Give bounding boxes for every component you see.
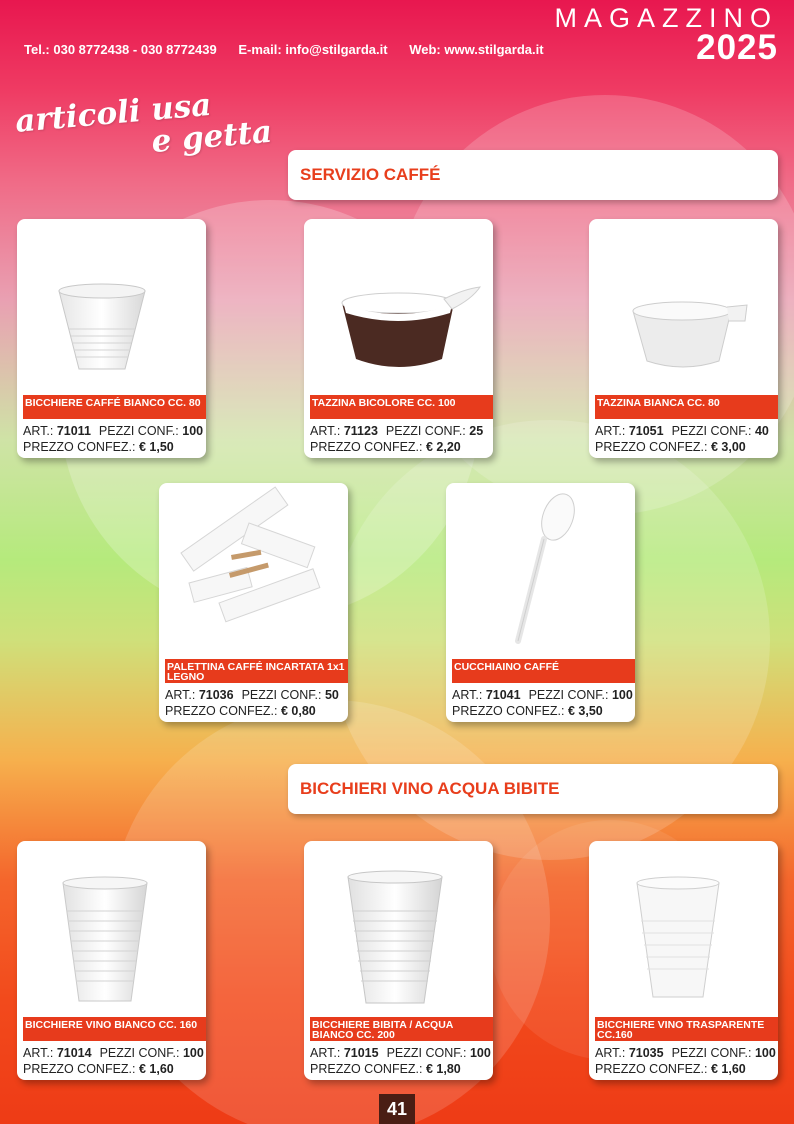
section-header-bicchieri: BICCHIERI VINO ACQUA BIBITE: [288, 764, 778, 814]
product-card[interactable]: [159, 483, 348, 722]
product-image-white-cup: [589, 219, 778, 395]
product-image-wooden-stirrer: [159, 483, 348, 659]
pack-price: € 3,50: [567, 704, 603, 718]
pack-quantity: 40: [754, 424, 769, 438]
product-card[interactable]: [589, 219, 778, 458]
pack-quantity: 100: [754, 1046, 776, 1060]
pack-quantity: 100: [182, 424, 204, 438]
page-number: 41: [379, 1094, 415, 1124]
product-card[interactable]: [446, 483, 635, 722]
product-image-drink-glass: [304, 841, 493, 1017]
tagline-line-1: articoli usa: [13, 86, 213, 140]
article-code: 71036: [198, 688, 234, 702]
product-info: ART.: 71051 PEZZI CONF.: 40 PREZZO CONFEZ.: € 3,00: [595, 424, 769, 454]
pack-price: € 1,80: [425, 1062, 461, 1076]
pack-price: € 0,80: [280, 704, 316, 718]
product-name: TAZZINA BIANCA CC. 80: [595, 395, 778, 419]
product-info: ART.: 71014 PEZZI CONF.: 100 PREZZO CONFEZ.: € 1,60: [23, 1046, 204, 1076]
article-code: 71011: [56, 424, 91, 438]
product-image-coffee-cup: [17, 219, 206, 395]
email-link[interactable]: E-mail: info@stilgarda.it: [238, 42, 388, 57]
article-code: 71051: [628, 424, 664, 438]
brand-title: MAGAZZINO: [554, 3, 778, 33]
pack-price: € 2,20: [425, 440, 461, 454]
product-name: BICCHIERE VINO BIANCO CC. 160: [23, 1017, 206, 1041]
product-image-clear-glass: [589, 841, 778, 1017]
product-card[interactable]: [304, 219, 493, 458]
website-link[interactable]: Web: www.stilgarda.it: [409, 42, 544, 57]
product-name: BICCHIERE CAFFÉ BIANCO CC. 80: [23, 395, 206, 419]
contact-line: [24, 42, 562, 57]
catalog-brand: [554, 3, 779, 67]
tagline-line-2: e getta: [150, 113, 274, 161]
product-info: ART.: 71041 PEZZI CONF.: 100 PREZZO CONFEZ.: € 3,50: [452, 688, 633, 718]
brand-year: 2025: [696, 28, 778, 67]
product-name: PALETTINA CAFFÉ INCARTATA 1x1 LEGNO: [165, 659, 348, 683]
section-header-servizio-caffe: SERVIZIO CAFFÉ: [288, 150, 778, 200]
product-info: ART.: 71015 PEZZI CONF.: 100 PREZZO CONFEZ.: € 1,80: [310, 1046, 491, 1076]
category-tagline: [14, 82, 289, 169]
product-info: ART.: 71035 PEZZI CONF.: 100 PREZZO CONFEZ.: € 1,60: [595, 1046, 776, 1076]
product-card[interactable]: [17, 841, 206, 1080]
product-image-bicolor-cup: [304, 219, 493, 395]
product-name: CUCCHIAINO CAFFÉ: [452, 659, 635, 683]
pack-price: € 3,00: [710, 440, 746, 454]
article-code: 71035: [628, 1046, 664, 1060]
product-name: BICCHIERE VINO TRASPARENTE CC.160: [595, 1017, 778, 1041]
product-info: ART.: 71123 PEZZI CONF.: 25 PREZZO CONFEZ.: € 2,20: [310, 424, 484, 454]
product-card[interactable]: [589, 841, 778, 1080]
product-name: BICCHIERE BIBITA / ACQUA BIANCO CC. 200: [310, 1017, 493, 1041]
phone-text: Tel.: 030 8772438 - 030 8772439: [24, 42, 217, 57]
product-image-white-glass: [17, 841, 206, 1017]
product-card[interactable]: [304, 841, 493, 1080]
product-name: TAZZINA BICOLORE CC. 100: [310, 395, 493, 419]
article-code: 71014: [56, 1046, 92, 1060]
product-card[interactable]: [17, 219, 206, 458]
product-image-coffee-spoon: [446, 483, 635, 659]
pack-quantity: 100: [182, 1046, 204, 1060]
pack-price: € 1,60: [710, 1062, 746, 1076]
article-code: 71015: [343, 1046, 379, 1060]
product-info: ART.: 71036 PEZZI CONF.: 50 PREZZO CONFEZ.: € 0,80: [165, 688, 339, 718]
pack-quantity: 25: [469, 424, 484, 438]
pack-price: € 1,60: [138, 1062, 174, 1076]
article-code: 71041: [485, 688, 521, 702]
pack-quantity: 100: [611, 688, 633, 702]
article-code: 71123: [343, 424, 378, 438]
product-info: ART.: 71011 PEZZI CONF.: 100 PREZZO CONFEZ.: € 1,50: [23, 424, 204, 454]
pack-price: € 1,50: [138, 440, 174, 454]
pack-quantity: 50: [324, 688, 339, 702]
pack-quantity: 100: [469, 1046, 491, 1060]
